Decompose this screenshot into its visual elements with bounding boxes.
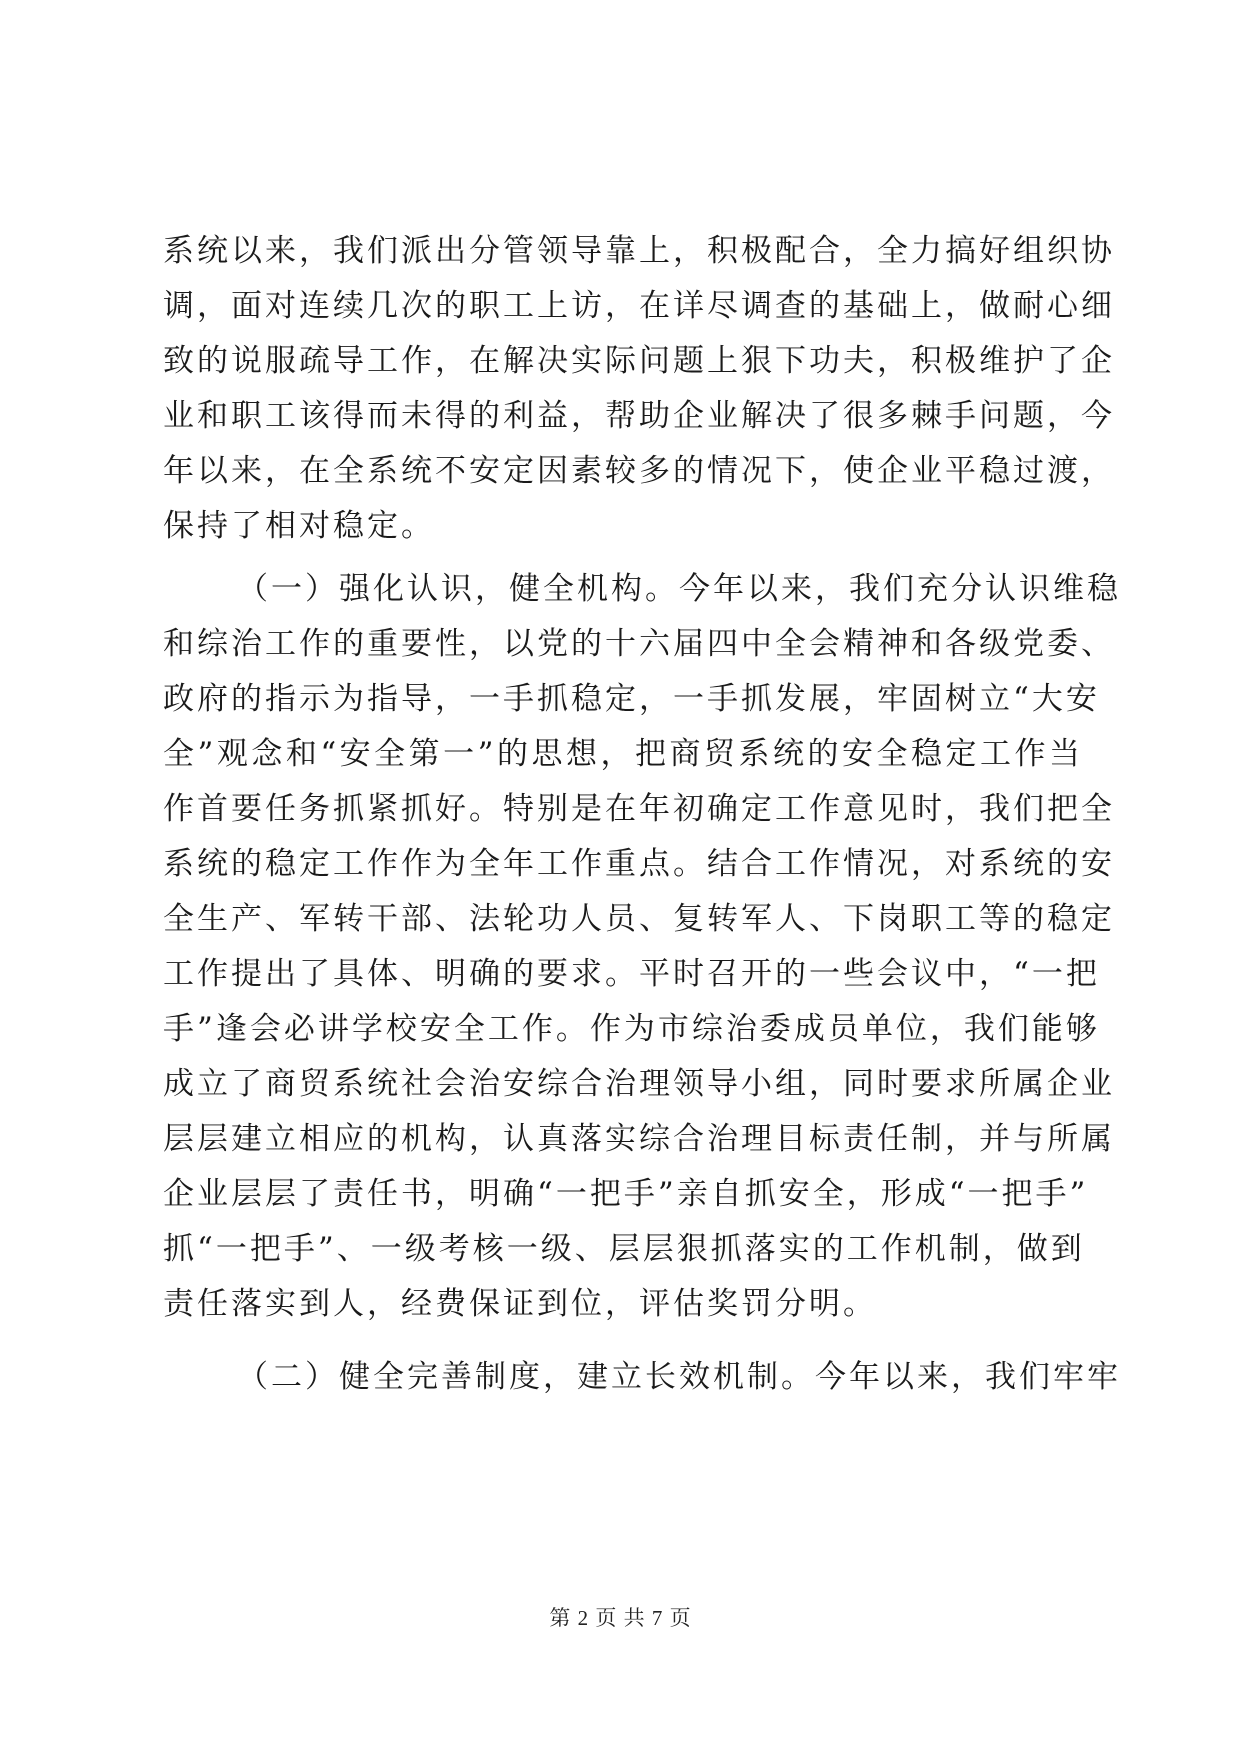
body-text [163, 224, 1121, 1405]
paragraph-heading-line: （二）健全完善制度，建立长效机制。今年以来，我们牢牢 [237, 1359, 1121, 1395]
text-line: 业和职工该得而未得的利益，帮助企业解决了很多棘手问题，今 [163, 398, 1115, 434]
paragraph-heading-line: （一）强化认识，健全机构。今年以来，我们充分认识维稳 [237, 571, 1121, 607]
text-line: 手”逢会必讲学校安全工作。作为市综治委成员单位，我们能够 [163, 1011, 1100, 1047]
text-line: 系统以来，我们派出分管领导靠上，积极配合，全力搞好组织协 [163, 233, 1115, 269]
text-line: 层层建立相应的机构，认真落实综合治理目标责任制，并与所属 [163, 1121, 1115, 1157]
text-line: 抓“一把手”、一级考核一级、层层狠抓落实的工作机制，做到 [163, 1231, 1085, 1267]
text-line: 调，面对连续几次的职工上访，在详尽调查的基础上，做耐心细 [163, 288, 1115, 324]
text-line: 全”观念和“安全第一”的思想，把商贸系统的安全稳定工作当 [163, 736, 1083, 772]
text-line: 保持了相对稳定。 [163, 508, 435, 544]
text-line: 成立了商贸系统社会治安综合治理领导小组，同时要求所属企业 [163, 1066, 1115, 1102]
text-line: 政府的指示为指导，一手抓稳定，一手抓发展，牢固树立“大安 [163, 681, 1100, 717]
text-line: 全生产、军转干部、法轮功人员、复转军人、下岗职工等的稳定 [163, 901, 1115, 937]
text-line: 致的说服疏导工作，在解决实际问题上狠下功夫，积极维护了企 [163, 343, 1115, 379]
text-line: 工作提出了具体、明确的要求。平时召开的一些会议中，“一把 [163, 956, 1100, 992]
text-line: 系统的稳定工作作为全年工作重点。结合工作情况，对系统的安 [163, 846, 1115, 882]
text-line: 和综治工作的重要性，以党的十六届四中全会精神和各级党委、 [163, 626, 1115, 662]
text-line: 作首要任务抓紧抓好。特别是在年初确定工作意见时，我们把全 [163, 791, 1115, 827]
text-line: 企业层层了责任书，明确“一把手”亲自抓安全，形成“一把手” [163, 1176, 1089, 1212]
text-line: 年以来，在全系统不安定因素较多的情况下，使企业平稳过渡， [163, 453, 1115, 489]
text-line: 责任落实到人，经费保证到位，评估奖罚分明。 [163, 1286, 877, 1322]
page-number-footer: 第 2 页 共 7 页 [549, 1606, 692, 1630]
